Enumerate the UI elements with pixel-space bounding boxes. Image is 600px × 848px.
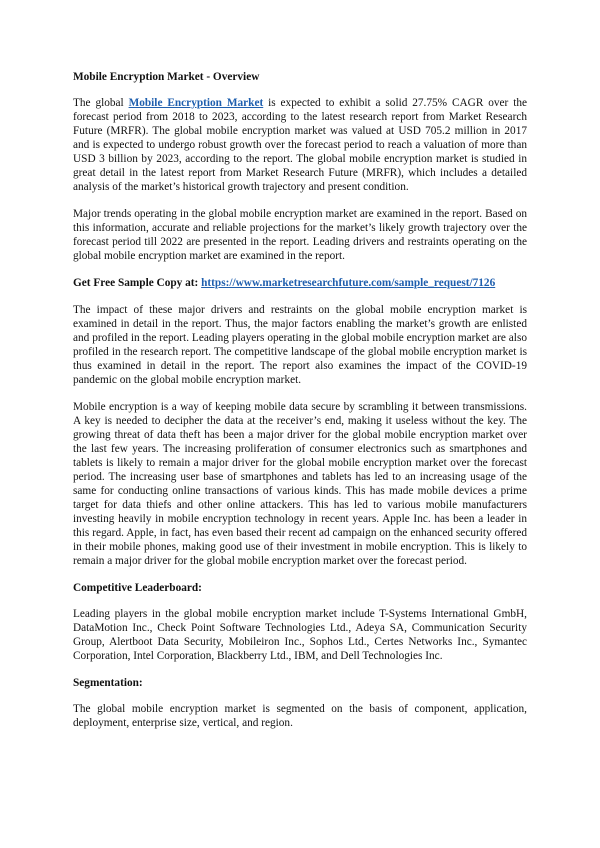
document-page [73,70,527,743]
segmentation-heading: Segmentation: [73,677,143,689]
impact-paragraph: The impact of these major drivers and restraints on the global mobile encryption market is examined in detail in the report. Thus, the major factors enabling the market’s growth are enlisted and profiled in the report. Leading players operating in the global mobile encryption market are also profiled in the research report. The competitive landscape of the global mobile encryption market is thus examined in detail in the report. The report also examines the impact of the COVID-19 pandemic on the global mobile encryption market. [73,304,527,386]
intro-paragraph [73,96,527,194]
sample-copy-label: Get Free Sample Copy at: [73,277,202,289]
trends-paragraph: Major trends operating in the global mobile encryption market are examined in the report. Based on this information, accurate and reliable projections for the market’s likely growth trajectory over the forecast period till 2022 are presented in the report. Leading drivers and restraints operating on the global mobile encryption market are examined in the report. [73,208,527,262]
sample-request-link[interactable]: https://www.marketresearchfuture.com/sample_request/7126 [201,277,496,289]
page-title: Mobile Encryption Market - Overview [73,71,260,83]
leaderboard-heading: Competitive Leaderboard: [73,582,202,594]
leaderboard-paragraph: Leading players in the global mobile encryption market include T-Systems International GmbH, DataMotion Inc., Check Point Software Technologies Ltd., Adeya SA, Communication Security Group, Alertboot Data Security, Mobileiron Inc., Sophos Ltd., Certes Networks Inc., Symantec Corporation, Intel Corporation, Blackberry Ltd., IBM, and Dell Technologies Inc. [73,608,527,662]
intro-suffix: is expected to exhibit a solid 27.75% CAGR over the forecast period from 2018 to 2023, according to the latest research report from Market Research Future (MRFR). The global mobile encryption market was valued at USD 705.2 million in 2017 and is expected to undergo robust growth over the forecast period to reach a valuation of more than USD 3 billion by 2023, according to the report. The global mobile encryption market is studied in great detail in the latest report from Market Research Future (MRFR), which includes a detailed analysis of the market’s historical growth trajectory and present condition. [73,97,528,193]
mobile-encryption-market-link[interactable]: Mobile Encryption Market [128,97,264,109]
segmentation-paragraph: The global mobile encryption market is segmented on the basis of component, application, deployment, enterprise size, vertical, and region. [73,703,527,729]
definition-paragraph: Mobile encryption is a way of keeping mobile data secure by scrambling it between transmissions. A key is needed to decipher the data at the receiver’s end, making it useless without the key. The growing threat of data theft has been a major driver for the global mobile encryption market over the last few years. The increasing proliferation of consumer electronics such as smartphones and tablets is likely to remain a major driver for the global mobile encryption market over the forecast period. The increasing user base of smartphones and tablets has led to an increasing usage of the same for conducting online transactions of various kinds. This has made mobile devices a prime target for data thiefs and other online attackers. This has led to various mobile manufacturers investing heavily in mobile encryption technology in recent years. Apple Inc. has been a leader in this regard. Apple, in fact, has even based their recent ad campaign on the enhanced security offered in their mobile phones, making good use of their investment in mobile encryption. This is likely to remain a major driver for the global mobile encryption market over the forecast period. [73,401,527,567]
intro-prefix: The global [73,97,129,109]
sample-copy-line [73,276,527,290]
